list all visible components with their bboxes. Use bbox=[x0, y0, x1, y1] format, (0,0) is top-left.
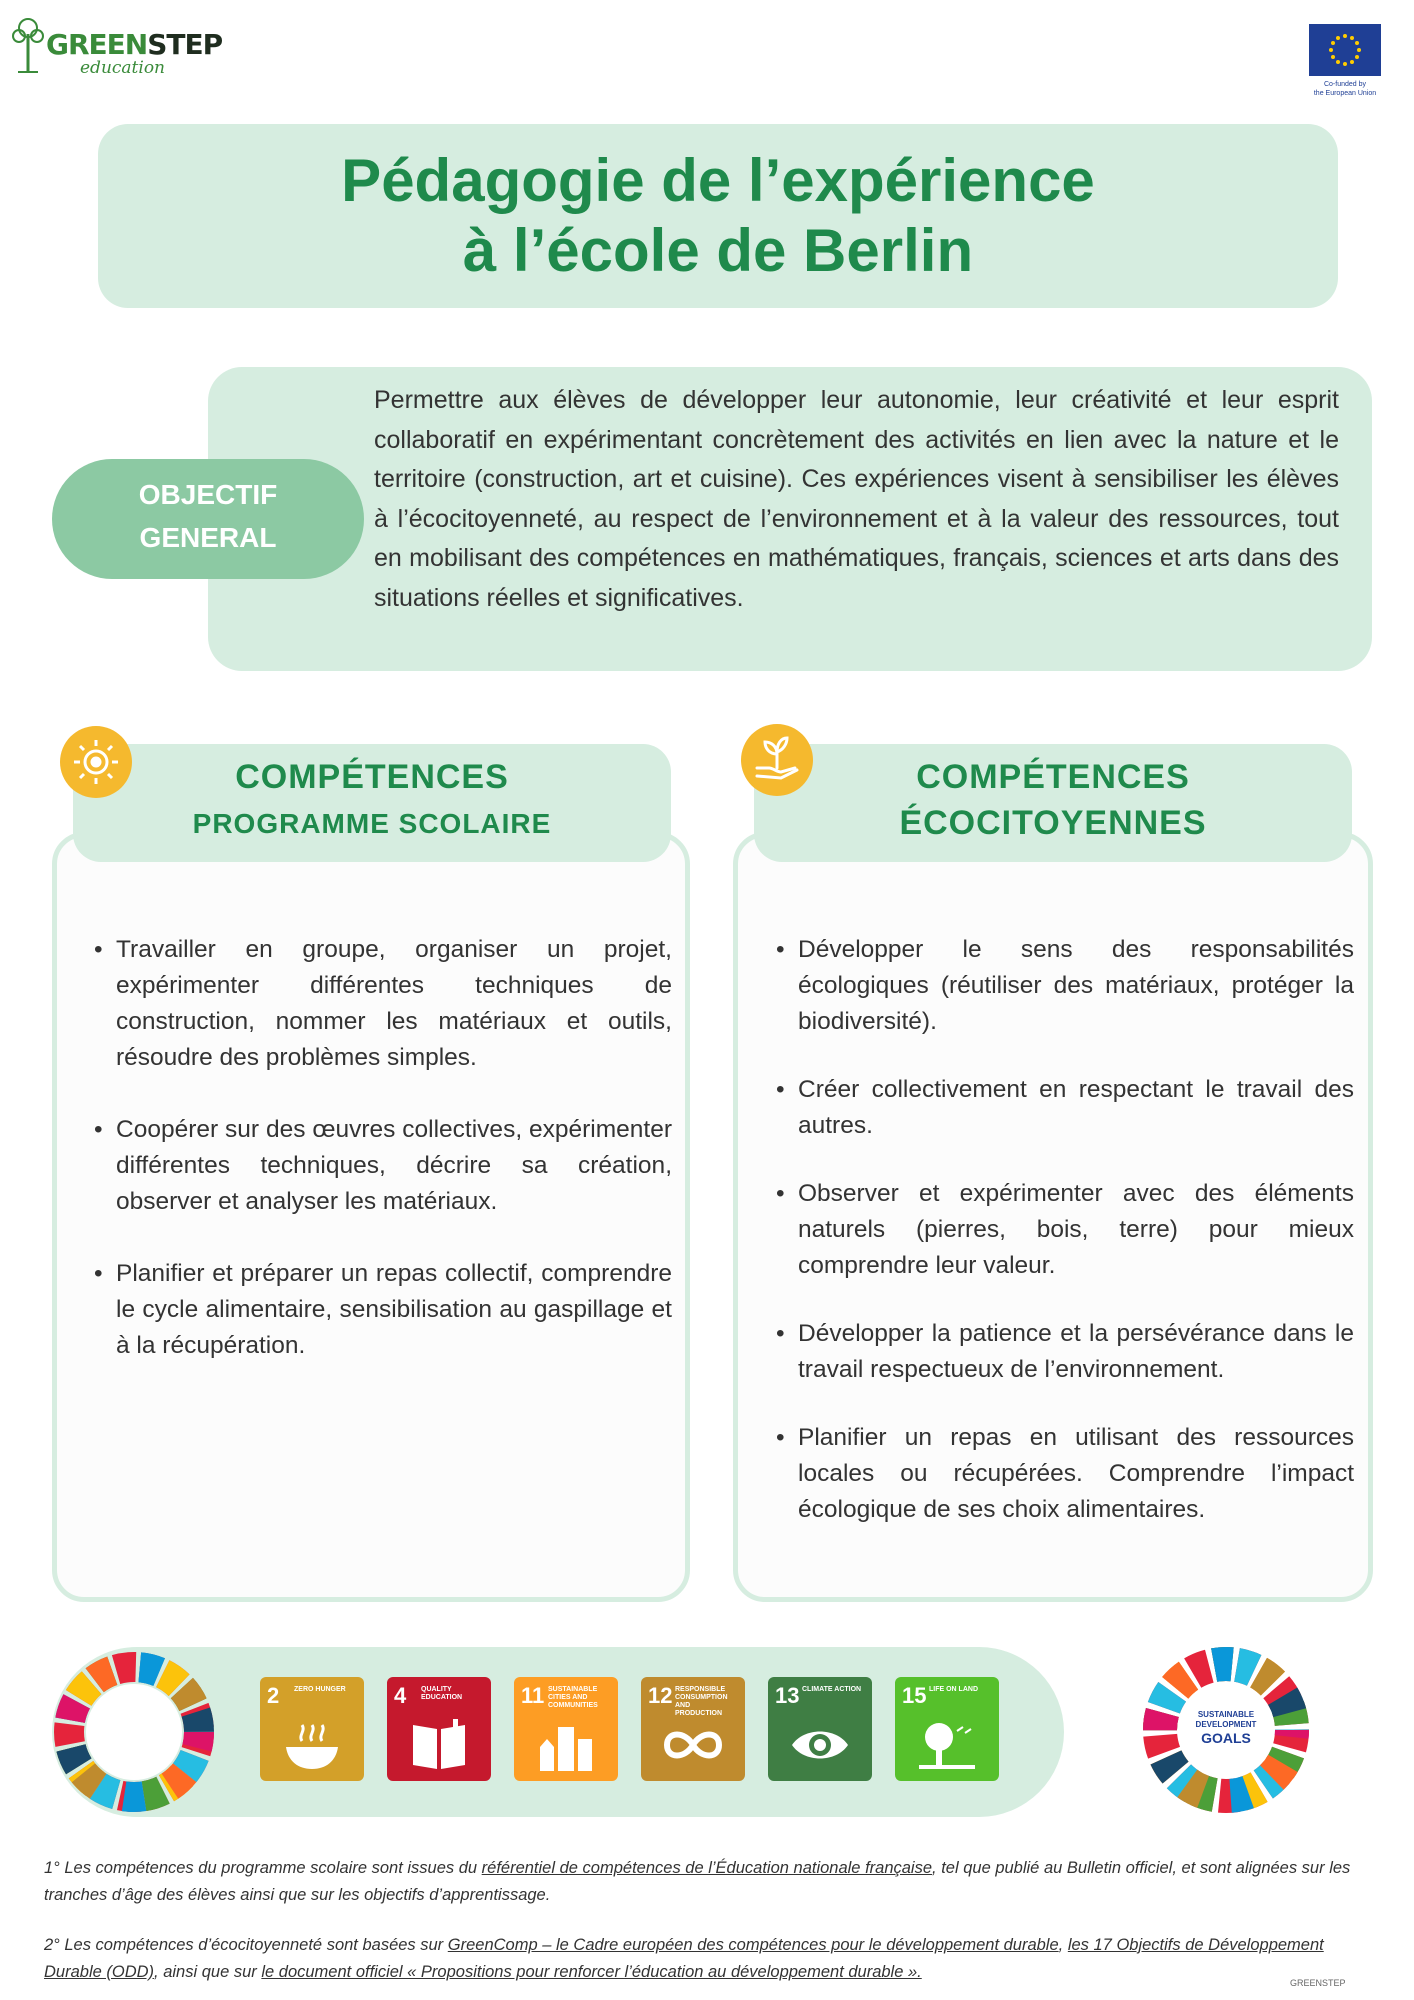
link-odd[interactable]: les 17 Objectifs de Développement Durable (ODD) bbox=[44, 1936, 1324, 1981]
list-item: • Planifier un repas en utilisant des ressources locales ou récupérées. Comprendre l’impact écologique de ses choix alimentaires. bbox=[770, 1420, 1354, 1528]
link-greencomp[interactable]: GreenComp – le Cadre européen des compétences pour le développement durable bbox=[447, 1936, 1059, 1954]
sdg-tile-2: 2 ZERO HUNGER bbox=[260, 1677, 364, 1781]
sdg-goals-logo bbox=[1140, 1644, 1312, 1816]
eco-competences-header bbox=[754, 744, 1352, 862]
logo-subtitle: education bbox=[80, 58, 165, 78]
footnote-1: 1° Les compétences du programme scolaire sont issues du référentiel de compétences de l’Éducation nationale française, tel que publié au Bulletin officiel, et sont alignées sur les tranches d’âge des élèves ainsi que sur les objectifs d’apprentissage. bbox=[44, 1859, 1351, 1904]
logo-wordmark: GREENSTEP bbox=[46, 28, 223, 61]
title-banner bbox=[98, 124, 1338, 308]
bowl-icon bbox=[282, 1717, 342, 1773]
eu-cofunded-badge bbox=[1306, 24, 1384, 104]
eco-competences-subtitle: ÉCOCITOYENNES bbox=[899, 804, 1207, 842]
page-title-line-2: à l’école de Berlin bbox=[462, 217, 974, 284]
eu-flag-icon bbox=[1309, 24, 1381, 76]
list-item: • Développer le sens des responsabilités écologiques (réutiliser des matériaux, protéger la biodiversité). bbox=[770, 932, 1354, 1040]
sdg-tile-15: 15 LIFE ON LAND bbox=[895, 1677, 999, 1781]
tree-icon bbox=[917, 1717, 977, 1773]
sdg-wheel-icon bbox=[52, 1650, 216, 1814]
eu-caption: Co-funded by the European Union bbox=[1313, 81, 1377, 97]
eco-competences-title: COMPÉTENCES bbox=[916, 758, 1190, 796]
list-item: • Planifier et préparer un repas collectif, comprendre le cycle alimentaire, sensibilisation au gaspillage et à la récupération. bbox=[88, 1256, 672, 1364]
sdg-tile-11: 11 SUSTAINABLE CITIES AND COMMUNITIES bbox=[514, 1677, 618, 1781]
book-icon bbox=[409, 1717, 469, 1773]
infinity-icon bbox=[663, 1717, 723, 1773]
school-competences-subtitle: PROGRAMME SCOLAIRE bbox=[192, 808, 552, 839]
link-document-officiel[interactable]: le document officiel « Propositions pour renforcer l’éducation au développement durable ». bbox=[261, 1963, 922, 1981]
eco-competences-list bbox=[770, 932, 1354, 1560]
list-item: • Créer collectivement en respectant le travail des autres. bbox=[770, 1072, 1354, 1144]
school-competences-header bbox=[73, 744, 671, 862]
link-referentiel[interactable]: référentiel de compétences de l’Éducation nationale française bbox=[481, 1859, 933, 1877]
list-item: • Travailler en groupe, organiser un projet, expérimenter différentes techniques de construction, nommer les matériaux et outils, résoudre des problèmes simples. bbox=[88, 932, 672, 1076]
footer-corner-logo: GREENSTEP bbox=[1290, 1978, 1346, 1988]
tree-logo-icon bbox=[10, 16, 46, 76]
list-item: • Développer la patience et la persévérance dans le travail respectueux de l’environnement. bbox=[770, 1316, 1354, 1388]
goals-label-3: GOALS bbox=[1201, 1730, 1251, 1746]
sdg-tile-12: 12 RESPONSIBLE CONSUMPTION AND PRODUCTION bbox=[641, 1677, 745, 1781]
plant-hand-icon bbox=[741, 724, 813, 796]
list-item: • Observer et expérimenter avec des éléments naturels (pierres, bois, terre) pour mieux comprendre leur valeur. bbox=[770, 1176, 1354, 1284]
list-item: • Coopérer sur des œuvres collectives, expérimenter différentes techniques, décrire sa création, observer et analyser les matériaux. bbox=[88, 1112, 672, 1220]
eye-globe-icon bbox=[790, 1717, 850, 1773]
school-competences-title: COMPÉTENCES bbox=[235, 758, 509, 796]
objective-text: Permettre aux élèves de développer leur autonomie, leur créativité et leur esprit collaboratif en expérimentant concrètement des activités en lien avec la nature et le territoire (construction, art et cuisine). Ces expériences visent à sensibiliser les élèves à l’écocitoyenneté, au respect de l’environnement et à la valeur des ressources, tout en mobilisant des compétences en mathématiques, français, sciences et arts dans des situations réelles et significatives. bbox=[374, 386, 1339, 612]
sdg-tile-4: 4 QUALITY EDUCATION bbox=[387, 1677, 491, 1781]
page-title-line-1: Pédagogie de l’expérience bbox=[341, 147, 1095, 214]
school-competences-list bbox=[88, 932, 672, 1400]
sdg-tile-13: 13 CLIMATE ACTION bbox=[768, 1677, 872, 1781]
sun-icon bbox=[60, 726, 132, 798]
objective-label: OBJECTIF GENERAL bbox=[52, 459, 364, 579]
footnote-2: 2° Les compétences d’écocitoyenneté sont basées sur GreenComp – le Cadre européen des compétences pour le développement durable, les 17 Objectifs de Développement Durable (ODD), ainsi que sur le document officiel « Propositions pour renforcer l’éducation au développement durable ». bbox=[44, 1936, 1324, 1981]
goals-label-1: SUSTAINABLE bbox=[1197, 1710, 1255, 1719]
city-icon bbox=[536, 1717, 596, 1773]
greenstep-logo bbox=[10, 14, 223, 84]
goals-label-2: DEVELOPMENT bbox=[1195, 1720, 1257, 1729]
